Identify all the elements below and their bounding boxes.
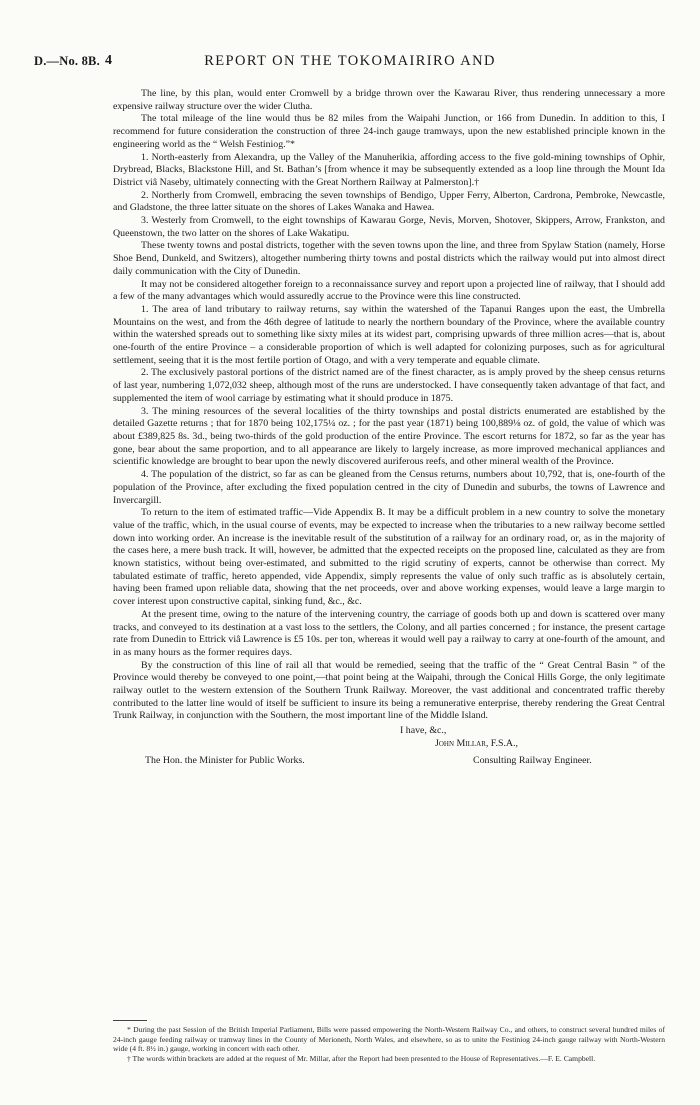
paragraph: The total mileage of the line would thus be 82 miles from the Waipahi Junction, or 166 from Dunedin. In addition to this, I recommend for future consideration the construction of three 24-inch gauge tramways, upon the new established principle known in the engineering world as the “ Welsh Festiniog.”* [113, 113, 665, 150]
paragraph: These twenty towns and postal districts, together with the seven towns upon the line, and three from Spylaw Station (namely, Horse Shoe Bend, Dunkeld, and Switzers), altogether numbering thirty towns and postal districts which the railway would put into almost direct daily communication with the City of Dunedin. [113, 240, 665, 277]
addressee: The Hon. the Minister for Public Works. [145, 755, 305, 767]
paragraph: 2. The exclusively pastoral portions of the district named are of the finest character, as is amply proved by the sheep census returns of last year, numbering 1,072,032 sheep, although most of the runs are understocked. I have consequently taken advantage of that fact, and supplemented the item of wool carriage by estimating what it should produce in 1875. [113, 367, 665, 404]
paragraph: 3. The mining resources of the several localities of the thirty townships and postal districts enumerated are established by the detailed Gazette returns ; that for 1870 being 102,175¼ oz. ; for the past year (1871) being 100,889⅛ oz. of gold, the value of which was about £389,825 8s. 3d., being two-thirds of the gold production of the entire Province. The escort returns for 1872, so far as the year has gone, bear about the same proportion, and to all appearance are likely to largely increase, as more improved mechanical appliances and scientific knowledge are brought to bear upon the newly discovered auriferous reefs, and other mineral wealth of the Province. [113, 405, 665, 468]
paragraph: 2. Northerly from Cromwell, embracing the seven townships of Bendigo, Upper Ferry, Alberton, Cardrona, Pembroke, Newcastle, and Gladstone, the three latter situate on the shores of Lakes Wanaka and Hawea. [113, 189, 665, 214]
running-title: REPORT ON THE TOKOMAIRIRO AND [204, 53, 496, 69]
paragraph: 1. North-easterly from Alexandra, up the Valley of the Manuherikia, affording access to the five gold-mining townships of Ophir, Drybread, Blacks, Blackstone Hill, and St. Bathan’s [from whence it may be subsequently extended as a loop line through the Mount Ida District viâ Naseby, ultimately connecting with the Great Northern Railway at Palmerston].† [113, 151, 665, 188]
paragraph: At the present time, owing to the nature of the intervening country, the carriage of goods both up and down is scattered over many tracks, and conveyed to its destination at a vast loss to the settlers, the Colony, and all parties concerned ; for instance, the present cartage rate from Dunedin to Ettrick viâ Lawrence is £5 10s. per ton, whereas it would well pay a railway to carry at one-fourth of the amount, and in as many hours as the former requires days. [113, 608, 665, 658]
footnote: * During the past Session of the British Imperial Parliament, Bills were passed empowering the North-Western Railway Co., and others, to construct several hundred miles of 24-inch gauge feeding railway or tramway lines in the County of Merioneth, North Wales, and elsewhere, so as to unite the Festiniog 24-inch gauge railway with North-Western wide (4 ft. 8½ in.) gauge, working in concert with each other. [113, 1025, 665, 1054]
paragraph: The line, by this plan, would enter Cromwell by a bridge thrown over the Kawarau River, thus rendering unnecessary a more expensive railway structure over the wider Clutha. [113, 88, 665, 112]
paragraph: 1. The area of land tributary to railway returns, say within the watershed of the Tapanui Ranges upon the east, the Umbrella Mountains on the west, and from the 46th degree of latitude to nearly the northern boundary of the Province, where the available country within the watershed spreads out to something like sixty miles at its widest part, comprising upwards of three million acres—that is, about one-fourth of the entire Province – a considerable proportion of which is well adapted for colonizing purposes, such as for agricultural settlement, seeing that it is the most fertile portion of Otago, and with a very temperate and equable climate. [113, 303, 665, 366]
paragraph: 4. The population of the district, so far as can be gleaned from the Census returns, numbers about 10,792, that is, one-fourth of the population of the Province, after excluding the fixed population centred in the city of Dunedin and suburbs, the towns of Lawrence and Invercargill. [113, 469, 665, 506]
report-body [113, 88, 665, 777]
paragraph: 3. Westerly from Cromwell, to the eight townships of Kawarau Gorge, Nevis, Morven, Shotover, Skippers, Arrow, Frankston, and Queenstown, the two latter on the shores of Lake Wakatipu. [113, 215, 665, 239]
page-number: 4 [105, 53, 112, 68]
footnote-divider [113, 1020, 147, 1021]
footnote: † The words within brackets are added at the request of Mr. Millar, after the Report had been presented to the House of Representatives.—F. E. Campbell. [127, 1053, 596, 1063]
signatory-title: Consulting Railway Engineer. [473, 755, 592, 767]
paragraph: To return to the item of estimated traffic—Vide Appendix B. It may be a difficult problem in a new country to solve the monetary value of the traffic, which, in the usual course of events, may be expected to increase when the tributaries to a new railway become settled down into working order. An increase is the inevitable result of the substitution of a railway for an ordinary road, or, as in the majority of the cases here, a mere bush track. It will, however, be admitted that the expected receipts on the proposed line, calculated as they are from known statistics, without being over-estimated, and submitted to the rigid scrutiny of experts, cannot be otherwise than correct. My tabulated estimate of traffic, hereto appended, vide Appendix, simply represents the value of only such traffic as is absolutely certain, having been framed upon reliable data, showing that the net proceeds, over and above working expenses, would leave a large margin to cover interest upon constructive capital, sinking fund, &c., &c. [113, 507, 665, 608]
page-header [0, 54, 700, 74]
signatory-name: John Millar, F.S.A., [435, 738, 519, 750]
document-reference: D.—No. 8B. [34, 54, 100, 68]
footnotes [113, 1025, 665, 1063]
signature-block [113, 725, 665, 777]
paragraph: It may not be considered altogether foreign to a reconnaissance survey and report upon a projected line of railway, that I should add a few of the many advantages which would assuredly accrue to the Province were this line constructed. [113, 278, 665, 303]
closing-line: I have, &c., [400, 725, 447, 737]
paragraph: By the construction of this line of rail all that would be remedied, seeing that the traffic of the “ Great Central Basin ” of the Province would thereby be conveyed to one point,—that point being at the Waipahi, through the Conical Hills Gorge, the only legitimate railway outlet to the western extension of the Southern Trunk Railway. Moreover, the vast additional and concentrated traffic thereby contributed to the latter line would of itself be sufficient to insure its being a remunerative enterprise, thereby rendering the Great Central Trunk Railway, in conjunction with the Southern, the most important line of the Middle Island. [113, 659, 665, 722]
